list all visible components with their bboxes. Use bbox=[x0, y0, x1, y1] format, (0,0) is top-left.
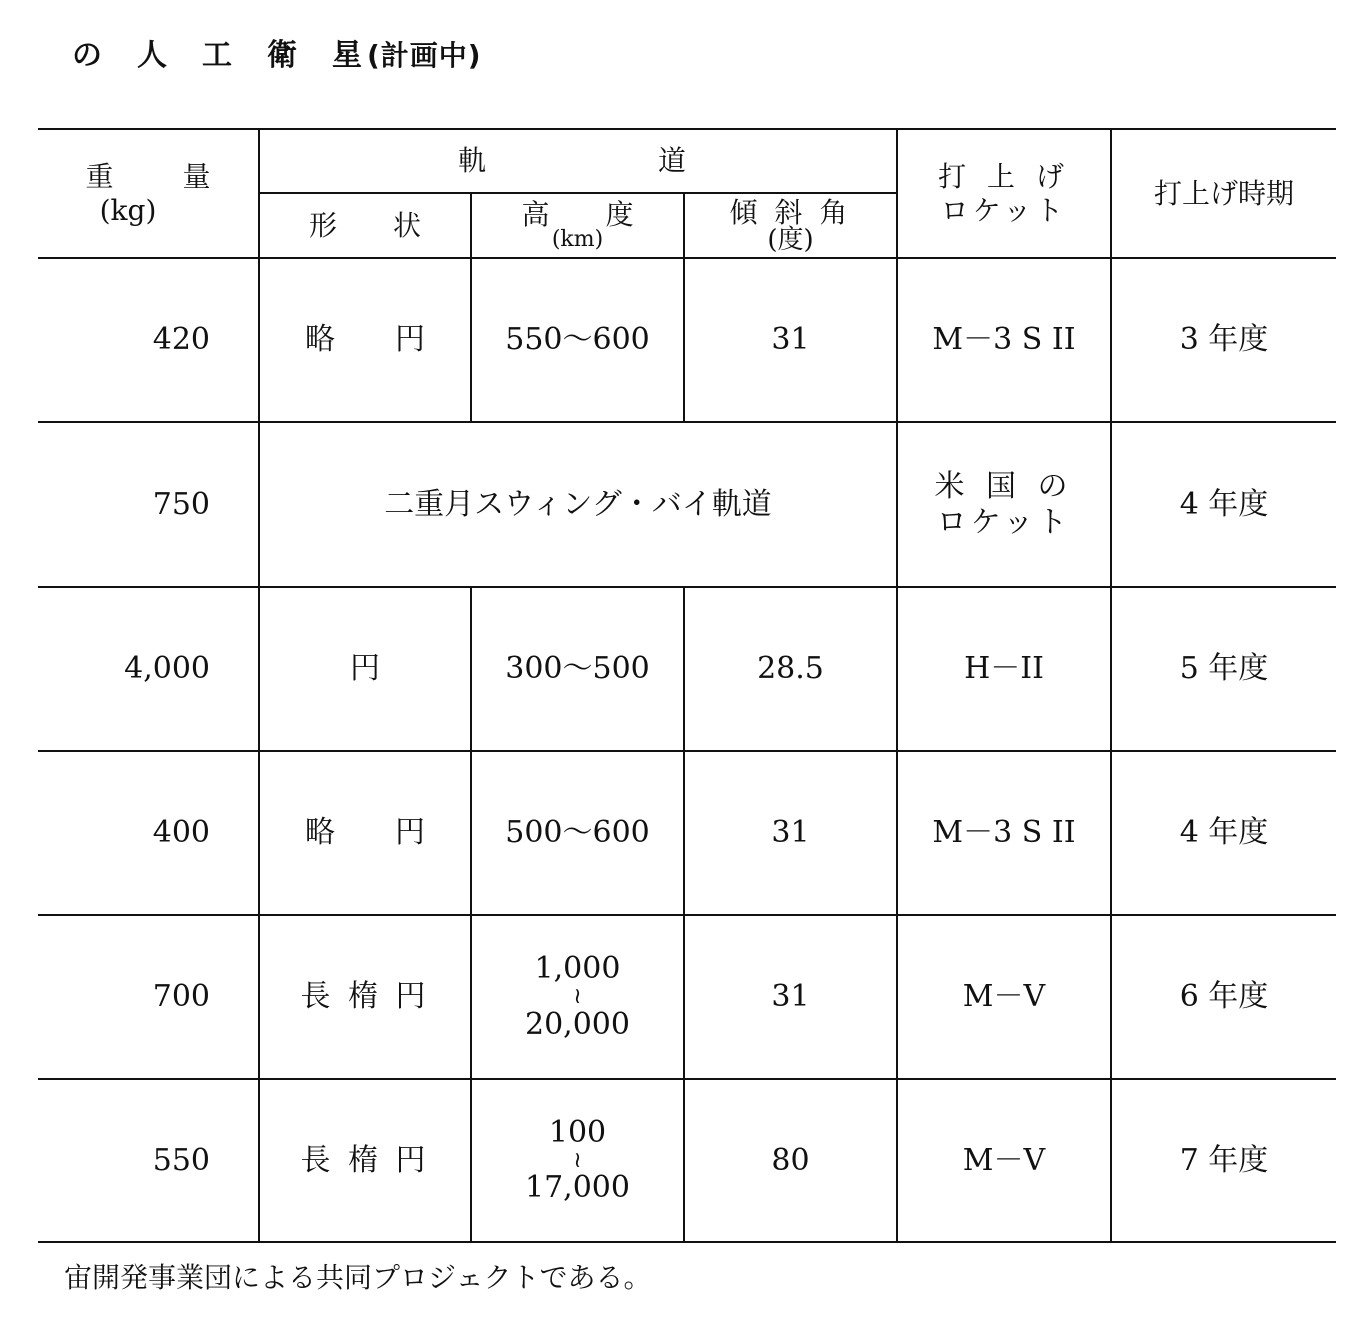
inclination-value: 28.5 bbox=[757, 651, 824, 686]
rocket-value: M－V bbox=[962, 1142, 1046, 1178]
cell-period bbox=[1112, 588, 1336, 750]
inclination-value: 31 bbox=[771, 322, 810, 357]
shape-value: 略 円 bbox=[305, 815, 425, 850]
inclination-value: 31 bbox=[771, 815, 810, 850]
rocket-value: H－II bbox=[964, 651, 1044, 686]
altitude-range-separator: ≀ bbox=[573, 1147, 582, 1173]
header-weight-unit: (kg) bbox=[99, 193, 157, 227]
rocket-value: M－3 S II bbox=[932, 815, 1076, 850]
title-word: 衛 bbox=[267, 38, 298, 73]
altitude-range-top: 100 bbox=[548, 1114, 607, 1150]
header-weight-label: 重 量 bbox=[85, 159, 241, 193]
period-value: 7 年度 bbox=[1179, 1142, 1269, 1178]
period-value: 4 年度 bbox=[1179, 486, 1269, 522]
altitude-range-bottom: 20,000 bbox=[525, 1006, 630, 1042]
title-word: 工 bbox=[202, 38, 233, 73]
weight-value: 700 bbox=[152, 979, 210, 1014]
table-title bbox=[72, 30, 482, 74]
cell-altitude bbox=[472, 1080, 683, 1241]
header-period-label: 打上げ時期 bbox=[1153, 176, 1294, 210]
rocket-value: M－3 S II bbox=[932, 322, 1076, 357]
period-value: 4 年度 bbox=[1179, 815, 1269, 850]
cell-shape bbox=[260, 916, 470, 1078]
cell-altitude bbox=[472, 916, 683, 1078]
rocket-value-line2: ロケット bbox=[936, 504, 1072, 540]
cell-rocket bbox=[898, 588, 1110, 750]
cell-altitude bbox=[472, 752, 683, 914]
title-paren: (計画中) bbox=[367, 39, 482, 72]
altitude-range-bottom: 17,000 bbox=[525, 1170, 630, 1206]
cell-inclination bbox=[685, 916, 896, 1078]
cell-rocket bbox=[898, 259, 1110, 421]
period-value: 6 年度 bbox=[1179, 979, 1269, 1014]
footnote: 宙開発事業団による共同プロジェクトである。 bbox=[64, 1261, 652, 1294]
header-altitude-label: 高 度 bbox=[521, 197, 634, 231]
cell-inclination bbox=[685, 259, 896, 421]
cell-period bbox=[1112, 259, 1336, 421]
rocket-value-line1: 米 国 の bbox=[934, 468, 1074, 504]
header-rocket bbox=[898, 130, 1110, 257]
header-inclination bbox=[685, 194, 896, 257]
header-altitude bbox=[472, 194, 683, 257]
weight-value: 4,000 bbox=[124, 651, 210, 686]
cell-period bbox=[1112, 423, 1336, 586]
orbit-merged-value: 二重月スウィング・バイ軌道 bbox=[384, 486, 772, 522]
header-orbit-label: 軌 道 bbox=[457, 144, 698, 178]
cell-rocket bbox=[898, 1080, 1110, 1241]
cell-rocket bbox=[898, 423, 1110, 586]
cell-orbit-merged bbox=[260, 423, 896, 586]
header-shape bbox=[260, 194, 470, 257]
period-value: 5 年度 bbox=[1179, 651, 1269, 686]
shape-value: 円 bbox=[350, 651, 380, 686]
altitude-value: 500～600 bbox=[505, 815, 650, 850]
header-altitude-unit: (km) bbox=[551, 227, 604, 253]
title-word: 人 bbox=[137, 38, 168, 73]
cell-altitude bbox=[472, 259, 683, 421]
cell-weight bbox=[38, 1080, 258, 1241]
cell-weight bbox=[38, 588, 258, 750]
cell-period bbox=[1112, 916, 1336, 1078]
altitude-range-top: 1,000 bbox=[534, 951, 621, 987]
weight-value: 750 bbox=[152, 486, 210, 522]
altitude-value: 550～600 bbox=[505, 322, 650, 357]
altitude-range-separator: ≀ bbox=[573, 984, 582, 1010]
header-weight bbox=[38, 130, 258, 257]
shape-value: 略 円 bbox=[305, 322, 425, 357]
header-inclination-label: 傾 斜 角 bbox=[729, 195, 852, 229]
cell-inclination bbox=[685, 752, 896, 914]
cell-inclination bbox=[685, 588, 896, 750]
cell-rocket bbox=[898, 916, 1110, 1078]
altitude-value: 300～500 bbox=[505, 651, 650, 686]
cell-weight bbox=[38, 752, 258, 914]
cell-weight bbox=[38, 916, 258, 1078]
title-word: の bbox=[72, 38, 103, 73]
cell-shape bbox=[260, 1080, 470, 1241]
cell-shape bbox=[260, 588, 470, 750]
cell-weight bbox=[38, 423, 258, 586]
cell-period bbox=[1112, 1080, 1336, 1241]
rocket-value: M－V bbox=[962, 979, 1046, 1014]
header-shape-label: 形 状 bbox=[308, 208, 421, 242]
header-period bbox=[1112, 130, 1336, 257]
table-bottom-rule bbox=[38, 1241, 1336, 1243]
header-rocket-line2: ロケット bbox=[940, 193, 1068, 227]
weight-value: 400 bbox=[152, 815, 210, 850]
cell-inclination bbox=[685, 1080, 896, 1241]
shape-value: 長 楕 円 bbox=[300, 1142, 430, 1178]
cell-altitude bbox=[472, 588, 683, 750]
title-word: 星 bbox=[332, 38, 363, 73]
inclination-value: 31 bbox=[771, 979, 810, 1014]
cell-weight bbox=[38, 259, 258, 421]
weight-value: 550 bbox=[152, 1142, 210, 1178]
header-inclination-unit: (度) bbox=[767, 225, 814, 256]
period-value: 3 年度 bbox=[1179, 322, 1269, 357]
header-orbit bbox=[260, 130, 896, 192]
cell-shape bbox=[260, 259, 470, 421]
cell-rocket bbox=[898, 752, 1110, 914]
inclination-value: 80 bbox=[771, 1142, 810, 1178]
weight-value: 420 bbox=[152, 322, 210, 357]
header-rocket-line1: 打 上 げ bbox=[938, 159, 1070, 193]
cell-period bbox=[1112, 752, 1336, 914]
shape-value: 長 楕 円 bbox=[300, 979, 430, 1014]
cell-shape bbox=[260, 752, 470, 914]
